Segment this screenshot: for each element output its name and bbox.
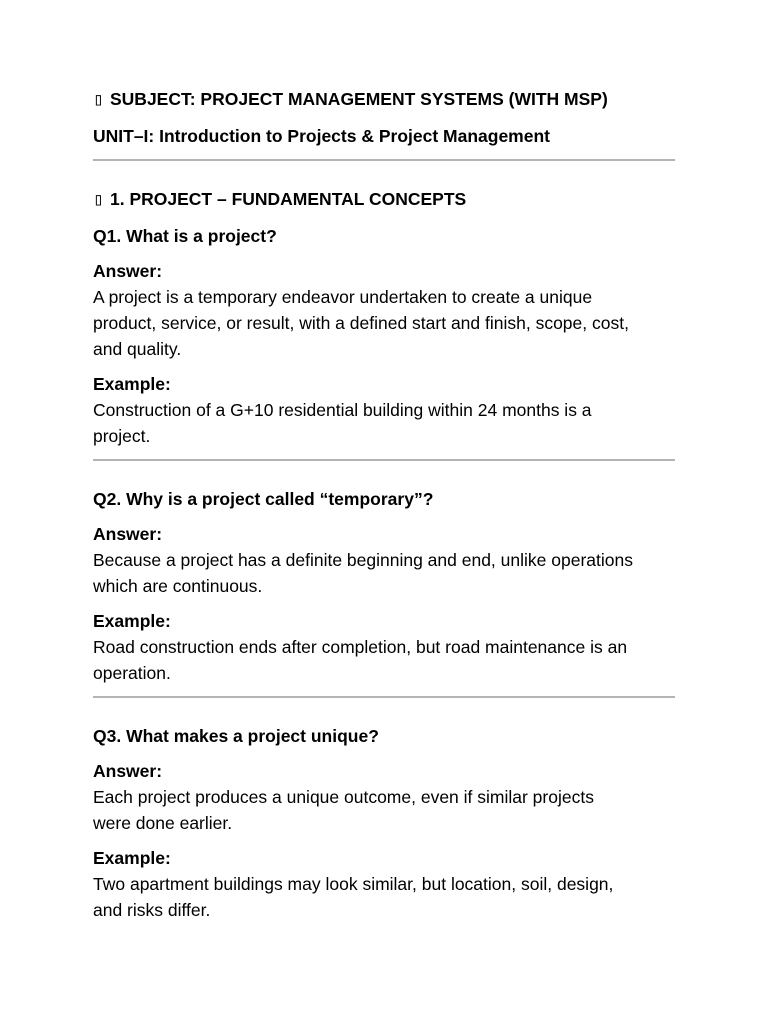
divider <box>93 159 675 161</box>
example-line: and risks differ. <box>93 900 211 920</box>
missing-glyph-icon: ▯ <box>93 90 104 110</box>
subject-heading <box>93 86 675 113</box>
section-heading <box>93 186 675 213</box>
example-line: project. <box>93 426 151 446</box>
divider <box>93 459 675 461</box>
answer-line: were done earlier. <box>93 813 233 833</box>
subject-heading-text: SUBJECT: PROJECT MANAGEMENT SYSTEMS (WITH MSP) <box>110 89 608 109</box>
answer-line: product, service, or result, with a defined start and finish, scope, cost, <box>93 313 629 333</box>
example-line: operation. <box>93 663 171 683</box>
example-label: Example: <box>93 848 171 868</box>
answer-label: Answer: <box>93 761 163 781</box>
example-line: Road construction ends after completion, but road maintenance is an <box>93 637 628 657</box>
document-content <box>93 86 675 933</box>
unit-heading: UNIT–I: Introduction to Projects & Project Management <box>93 126 550 146</box>
divider <box>93 696 675 698</box>
answer-label: Answer: <box>93 261 163 281</box>
answer-line: Because a project has a definite beginning and end, unlike operations <box>93 550 633 570</box>
answer-line: which are continuous. <box>93 576 263 596</box>
example-text <box>93 634 675 686</box>
question-3: Q3. What makes a project unique? <box>93 726 379 746</box>
example-label: Example: <box>93 374 171 394</box>
answer-line: A project is a temporary endeavor undertaken to create a unique <box>93 287 593 307</box>
answer-line: and quality. <box>93 339 182 359</box>
question-2: Q2. Why is a project called “temporary”? <box>93 489 434 509</box>
example-line: Construction of a G+10 residential building within 24 months is a <box>93 400 592 420</box>
answer-label: Answer: <box>93 524 163 544</box>
example-label: Example: <box>93 611 171 631</box>
section-heading-text: 1. PROJECT – FUNDAMENTAL CONCEPTS <box>110 189 467 209</box>
example-text <box>93 397 675 449</box>
question-1: Q1. What is a project? <box>93 226 277 246</box>
answer-text <box>93 784 675 836</box>
example-text <box>93 871 675 923</box>
answer-line: Each project produces a unique outcome, even if similar projects <box>93 787 594 807</box>
missing-glyph-icon: ▯ <box>93 190 104 210</box>
answer-text <box>93 547 675 599</box>
answer-text <box>93 284 675 362</box>
example-line: Two apartment buildings may look similar, but location, soil, design, <box>93 874 614 894</box>
